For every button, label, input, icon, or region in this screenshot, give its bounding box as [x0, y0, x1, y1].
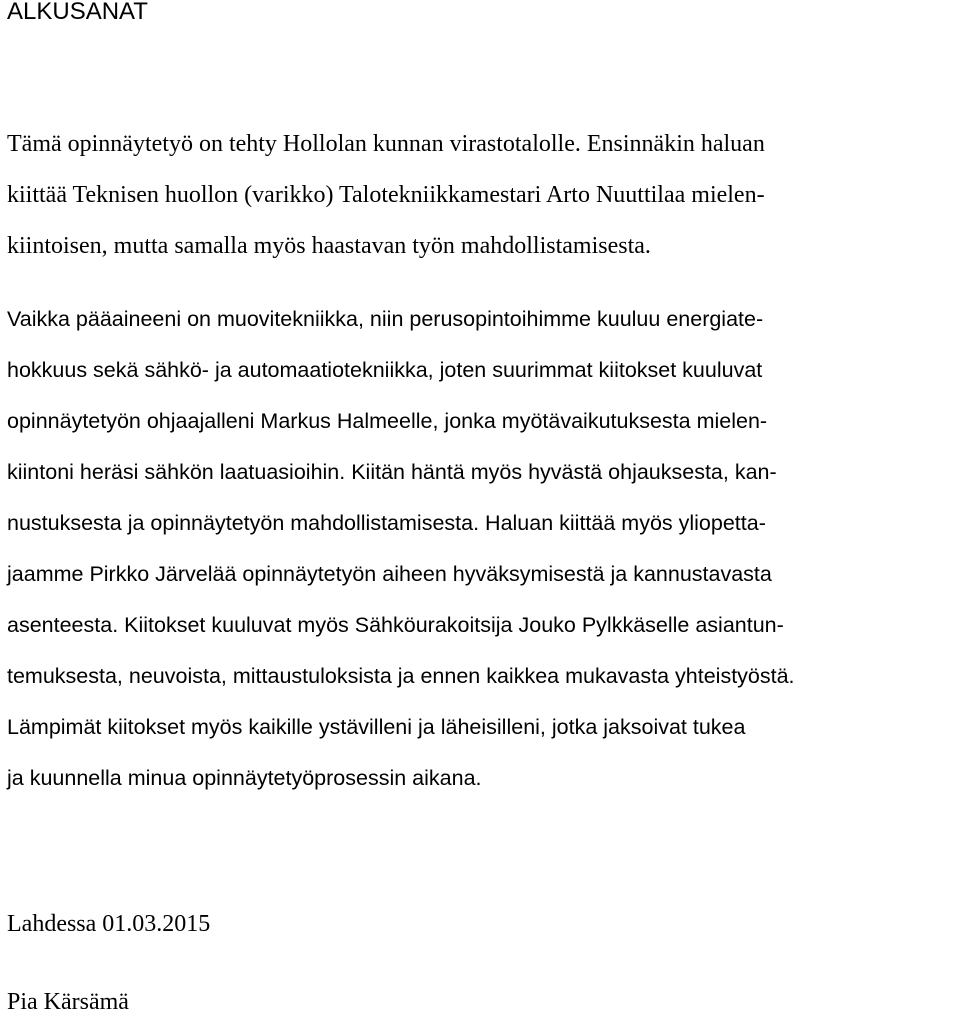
text-line: kiintoisen, mutta samalla myös haastavan työn mahdollistamisesta. [7, 233, 651, 259]
text-line: kiintoni heräsi sähkön laatuasioihin. Kiitän häntä myös hyvästä ohjauksesta, kan- [7, 460, 777, 484]
text-line: Tämä opinnäytetyö on tehty Hollolan kunnan virastotalolle. Ensinnäkin haluan [7, 131, 765, 157]
text-line: kiittää Teknisen huollon (varikko) Talotekniikkamestari Arto Nuuttilaa mielen- [7, 182, 765, 208]
page-title: ALKUSANAT [7, 0, 148, 25]
paragraph-1 [7, 119, 765, 272]
text-line: jaamme Pirkko Järvelää opinnäytetyön aiheen hyväksymisestä ja kannustavasta [7, 562, 772, 586]
text-line: nustuksesta ja opinnäytetyön mahdollistamisesta. Haluan kiittää myös yliopetta- [7, 511, 766, 535]
text-line: Vaikka pääaineeni on muovitekniikka, niin perusopintoihimme kuuluu energiate- [7, 307, 764, 331]
text-line: hokkuus sekä sähkö- ja automaatiotekniikka, joten suurimmat kiitokset kuuluvat [7, 358, 763, 382]
paragraph-2 [7, 294, 795, 804]
author-signature: Pia Kärsämä [7, 989, 129, 1015]
text-line: ja kuunnella minua opinnäytetyöprosessin aikana. [7, 766, 482, 790]
text-line: asenteesta. Kiitokset kuuluvat myös Sähköurakoitsija Jouko Pylkkäselle asiantun- [7, 613, 784, 637]
text-line: temuksesta, neuvoista, mittaustuloksista ja ennen kaikkea mukavasta yhteistyöstä. [7, 664, 795, 688]
text-line: Lämpimät kiitokset myös kaikille ystävilleni ja läheisilleni, jotka jaksoivat tukea [7, 715, 746, 739]
text-line: opinnäytetyön ohjaajalleni Markus Halmeelle, jonka myötävaikutuksesta mielen- [7, 409, 768, 433]
place-date: Lahdessa 01.03.2015 [7, 911, 211, 937]
